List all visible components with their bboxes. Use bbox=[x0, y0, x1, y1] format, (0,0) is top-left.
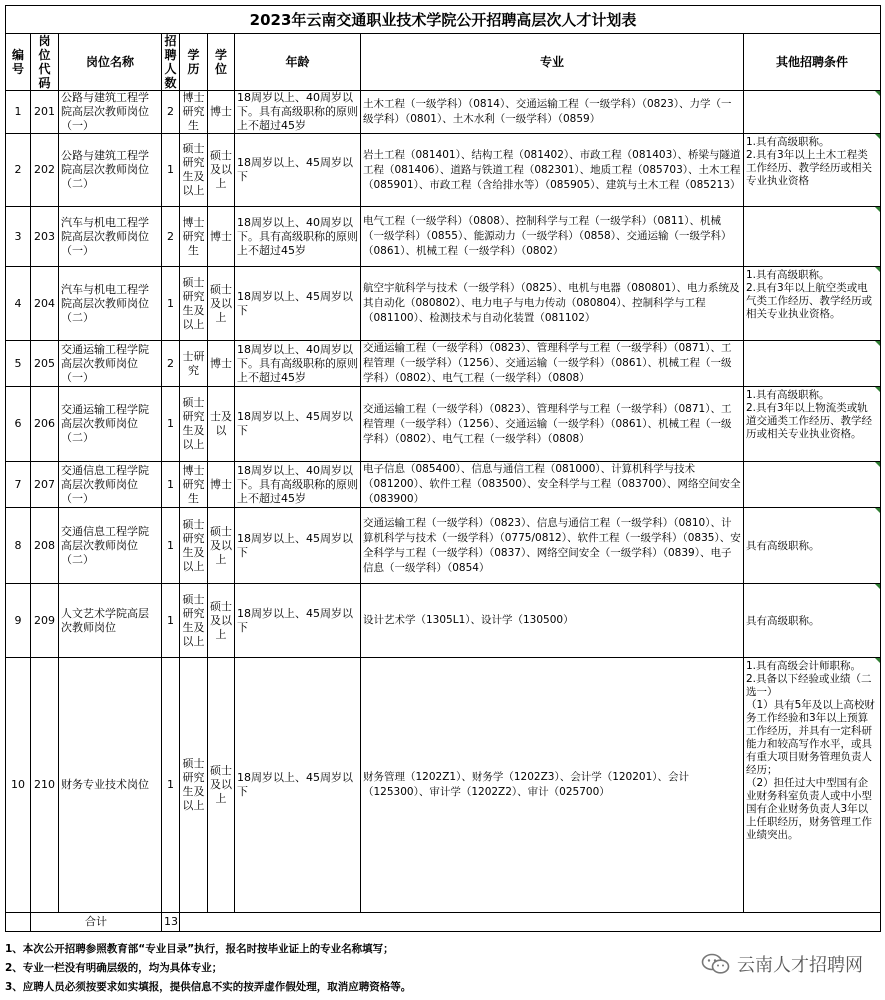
cell-code: 208 bbox=[31, 508, 59, 584]
cell-edu: 硕士研究生及以上 bbox=[180, 508, 208, 584]
cell-name: 财务专业技术岗位 bbox=[59, 658, 162, 913]
table-row bbox=[6, 267, 881, 341]
cell-age: 18周岁以上、45周岁以下 bbox=[235, 584, 361, 658]
cell-no: 5 bbox=[6, 341, 31, 387]
cell-major: 电气工程（一级学科）（0808）、控制科学与工程（一级学科）（0811）、机械（一级学科）（0855）、能源动力（一级学科）（0858）、交通运输（一级学科）（0861）、机械工程（一级学科）（0802） bbox=[361, 207, 744, 267]
watermark-text: 云南人才招聘网 bbox=[737, 955, 863, 976]
cell-count: 2 bbox=[162, 91, 180, 134]
cell-major: 交通运输工程（一级学科）（0823）、信息与通信工程（一级学科）（0810）、计算机科学与技术（一级学科）（0775/0812）、软件工程（一级学科）（0835）、安全科学与工程（一级学科）（0837）、网络空间安全（一级学科）（0839）、电子信息（一级学科）（0854） bbox=[361, 508, 744, 584]
header-count: 招聘人数 bbox=[162, 34, 180, 91]
table-row bbox=[6, 387, 881, 462]
cell-degree: 士及以 bbox=[208, 387, 235, 462]
watermark bbox=[701, 951, 863, 977]
cell-age: 18周岁以上、40周岁以下。具有高级职称的原则上不超过45岁 bbox=[235, 462, 361, 508]
cell-major: 土木工程（一级学科）（0814）、交通运输工程（一级学科）（0823）、力学（一级学科）（0801）、土木水利（一级学科）（0859） bbox=[361, 91, 744, 134]
cell-name: 公路与建筑工程学院高层次教师岗位（二） bbox=[59, 134, 162, 207]
cell-no: 3 bbox=[6, 207, 31, 267]
cell-count: 1 bbox=[162, 508, 180, 584]
cell-edu: 博士研究生 bbox=[180, 462, 208, 508]
table-row bbox=[6, 658, 881, 913]
cell-major: 设计艺术学（1305L1）、设计学（130500） bbox=[361, 584, 744, 658]
header-no: 编号 bbox=[6, 34, 31, 91]
cell-age: 18周岁以上、45周岁以下 bbox=[235, 267, 361, 341]
cell-major: 航空宇航科学与技术（一级学科）（0825）、电机与电器（080801）、电力系统及其自动化（080802）、电力电子与电力传动（080804）、控制科学与工程（081100）、检测技术与自动化装置（081102） bbox=[361, 267, 744, 341]
cell-major: 交通运输工程（一级学科）（0823）、管理科学与工程（一级学科）（0871）、工程管理（一级学科）（1256）、交通运输（一级学科）（0861）、机械工程（一级学科）（0802）、电气工程（一级学科）（0808） bbox=[361, 341, 744, 387]
cell-major: 财务管理（1202Z1）、财务学（1202Z3）、会计学（120201）、会计（125300）、审计学（1202Z2）、审计（025700） bbox=[361, 658, 744, 913]
cell-other: 1.具有高级职称。 2.具有3年以上物流类或轨道交通类工作经历、教学经历或相关专业执业资格。 bbox=[744, 387, 881, 462]
cell-age: 18周岁以上、45周岁以下 bbox=[235, 508, 361, 584]
header-row bbox=[6, 34, 881, 91]
cell-code: 201 bbox=[31, 91, 59, 134]
cell-code: 205 bbox=[31, 341, 59, 387]
cell-degree: 博士 bbox=[208, 91, 235, 134]
total-count: 13 bbox=[162, 913, 180, 932]
table-row bbox=[6, 584, 881, 658]
cell-count: 1 bbox=[162, 267, 180, 341]
cell-no: 1 bbox=[6, 91, 31, 134]
cell-other bbox=[744, 91, 881, 134]
cell-no: 8 bbox=[6, 508, 31, 584]
cell-name: 人文艺术学院高层次教师岗位 bbox=[59, 584, 162, 658]
note-3: 3、应聘人员必须按要求如实填报，提供信息不实的按弄虚作假处理，取消应聘资格等。 bbox=[5, 981, 412, 993]
cell-other bbox=[744, 341, 881, 387]
cell-degree: 硕士及以上 bbox=[208, 508, 235, 584]
cell-edu: 硕士研究生及以上 bbox=[180, 134, 208, 207]
cell-other bbox=[744, 462, 881, 508]
cell-count: 1 bbox=[162, 134, 180, 207]
cell-other: 具有高级职称。 bbox=[744, 508, 881, 584]
cell-edu: 硕士研究生及以上 bbox=[180, 387, 208, 462]
cell-degree: 硕士及以上 bbox=[208, 658, 235, 913]
header-name: 岗位名称 bbox=[59, 34, 162, 91]
cell-degree: 博士 bbox=[208, 462, 235, 508]
cell-name: 交通运输工程学院高层次教师岗位（二） bbox=[59, 387, 162, 462]
cell-edu: 硕士研究生及以上 bbox=[180, 584, 208, 658]
header-code: 岗位代码 bbox=[31, 34, 59, 91]
cell-no: 10 bbox=[6, 658, 31, 913]
header-age: 年龄 bbox=[235, 34, 361, 91]
table-row bbox=[6, 462, 881, 508]
cell-other: 1.具有高级会计师职称。 2.具备以下经验或业绩（二选一） （1）具有5年及以上高校财务工作经验和3年以上预算工作经历，并具有一定科研能力和较高写作水平，或具有重大项目财务管理负责人经历； （2）担任过大中型国有企业财务科室负责人或中小型国有企业财务负责人3年以上任职经历，财务管理工作业绩突出。 bbox=[744, 658, 881, 913]
cell-age: 18周岁以上、40周岁以下。具有高级职称的原则上不超过45岁 bbox=[235, 341, 361, 387]
cell-count: 1 bbox=[162, 387, 180, 462]
wechat-icon bbox=[701, 953, 731, 975]
header-edu: 学历 bbox=[180, 34, 208, 91]
cell-code: 209 bbox=[31, 584, 59, 658]
cell-name: 交通信息工程学院高层次教师岗位（一） bbox=[59, 462, 162, 508]
cell-edu: 硕士研究生及以上 bbox=[180, 267, 208, 341]
cell-name: 汽车与机电工程学院高层次教师岗位（一） bbox=[59, 207, 162, 267]
cell-count: 2 bbox=[162, 341, 180, 387]
cell-other bbox=[744, 207, 881, 267]
total-row bbox=[6, 913, 881, 932]
cell-major: 电子信息（085400）、信息与通信工程（081000）、计算机科学与技术（081200）、软件工程（083500）、安全科学与工程（083700）、网络空间安全（083900） bbox=[361, 462, 744, 508]
cell-age: 18周岁以上、40周岁以下。具有高级职称的原则上不超过45岁 bbox=[235, 207, 361, 267]
cell-code: 207 bbox=[31, 462, 59, 508]
recruitment-plan-sheet bbox=[5, 5, 880, 997]
cell-code: 202 bbox=[31, 134, 59, 207]
note-1: 1、本次公开招聘参照教育部“专业目录”执行，报名时按毕业证上的专业名称填写； bbox=[5, 943, 394, 955]
cell-code: 206 bbox=[31, 387, 59, 462]
cell-name: 交通信息工程学院高层次教师岗位（二） bbox=[59, 508, 162, 584]
table-row bbox=[6, 207, 881, 267]
cell-age: 18周岁以上、40周岁以下。具有高级职称的原则上不超过45岁 bbox=[235, 91, 361, 134]
cell-count: 2 bbox=[162, 207, 180, 267]
total-empty bbox=[180, 913, 881, 932]
cell-count: 1 bbox=[162, 462, 180, 508]
cell-no: 7 bbox=[6, 462, 31, 508]
cell-age: 18周岁以上、45周岁以下 bbox=[235, 387, 361, 462]
cell-degree: 硕士及以上 bbox=[208, 267, 235, 341]
cell-no: 6 bbox=[6, 387, 31, 462]
total-spacer bbox=[6, 913, 31, 932]
table-row bbox=[6, 134, 881, 207]
cell-code: 204 bbox=[31, 267, 59, 341]
cell-name: 汽车与机电工程学院高层次教师岗位（二） bbox=[59, 267, 162, 341]
table-row bbox=[6, 91, 881, 134]
cell-age: 18周岁以上、45周岁以下 bbox=[235, 658, 361, 913]
cell-no: 4 bbox=[6, 267, 31, 341]
cell-count: 1 bbox=[162, 584, 180, 658]
table-title: 2023年云南交通职业技术学院公开招聘高层次人才计划表 bbox=[6, 6, 881, 34]
cell-code: 203 bbox=[31, 207, 59, 267]
cell-other: 1.具有高级职称。 2.具有3年以上土木工程类工作经历、教学经历或相关专业执业资格 bbox=[744, 134, 881, 207]
cell-edu: 博士研究生 bbox=[180, 207, 208, 267]
cell-edu: 士研究 bbox=[180, 341, 208, 387]
cell-other: 1.具有高级职称。 2.具有3年以上航空类或电气类工作经历、教学经历或相关专业执业资格。 bbox=[744, 267, 881, 341]
cell-no: 2 bbox=[6, 134, 31, 207]
cell-no: 9 bbox=[6, 584, 31, 658]
cell-degree: 博士 bbox=[208, 341, 235, 387]
note-2: 2、专业一栏没有明确层级的，均为具体专业； bbox=[5, 962, 223, 974]
recruitment-table bbox=[5, 5, 881, 932]
table-row bbox=[6, 341, 881, 387]
cell-degree: 硕士及以上 bbox=[208, 584, 235, 658]
cell-degree: 硕士及以上 bbox=[208, 134, 235, 207]
notes bbox=[5, 940, 625, 997]
table-row bbox=[6, 508, 881, 584]
header-degree: 学位 bbox=[208, 34, 235, 91]
header-other: 其他招聘条件 bbox=[744, 34, 881, 91]
cell-other: 具有高级职称。 bbox=[744, 584, 881, 658]
cell-edu: 博士研究生 bbox=[180, 91, 208, 134]
cell-edu: 硕士研究生及以上 bbox=[180, 658, 208, 913]
cell-name: 公路与建筑工程学院高层次教师岗位（一） bbox=[59, 91, 162, 134]
cell-name: 交通运输工程学院高层次教师岗位（一） bbox=[59, 341, 162, 387]
cell-degree: 博士 bbox=[208, 207, 235, 267]
cell-major: 岩土工程（081401）、结构工程（081402）、市政工程（081403）、桥梁与隧道工程（081406）、道路与铁道工程（082301）、地质工程（085703）、土木工程（085901）、市政工程（含给排水等）（085905）、建筑与土木工程（085213） bbox=[361, 134, 744, 207]
cell-code: 210 bbox=[31, 658, 59, 913]
header-major: 专业 bbox=[361, 34, 744, 91]
cell-count: 1 bbox=[162, 658, 180, 913]
cell-major: 交通运输工程（一级学科）（0823）、管理科学与工程（一级学科）（0871）、工程管理（一级学科）（1256）、交通运输（一级学科）（0861）、机械工程（一级学科）（0802）、电气工程（一级学科）（0808） bbox=[361, 387, 744, 462]
total-label: 合计 bbox=[31, 913, 162, 932]
cell-age: 18周岁以上、45周岁以下 bbox=[235, 134, 361, 207]
